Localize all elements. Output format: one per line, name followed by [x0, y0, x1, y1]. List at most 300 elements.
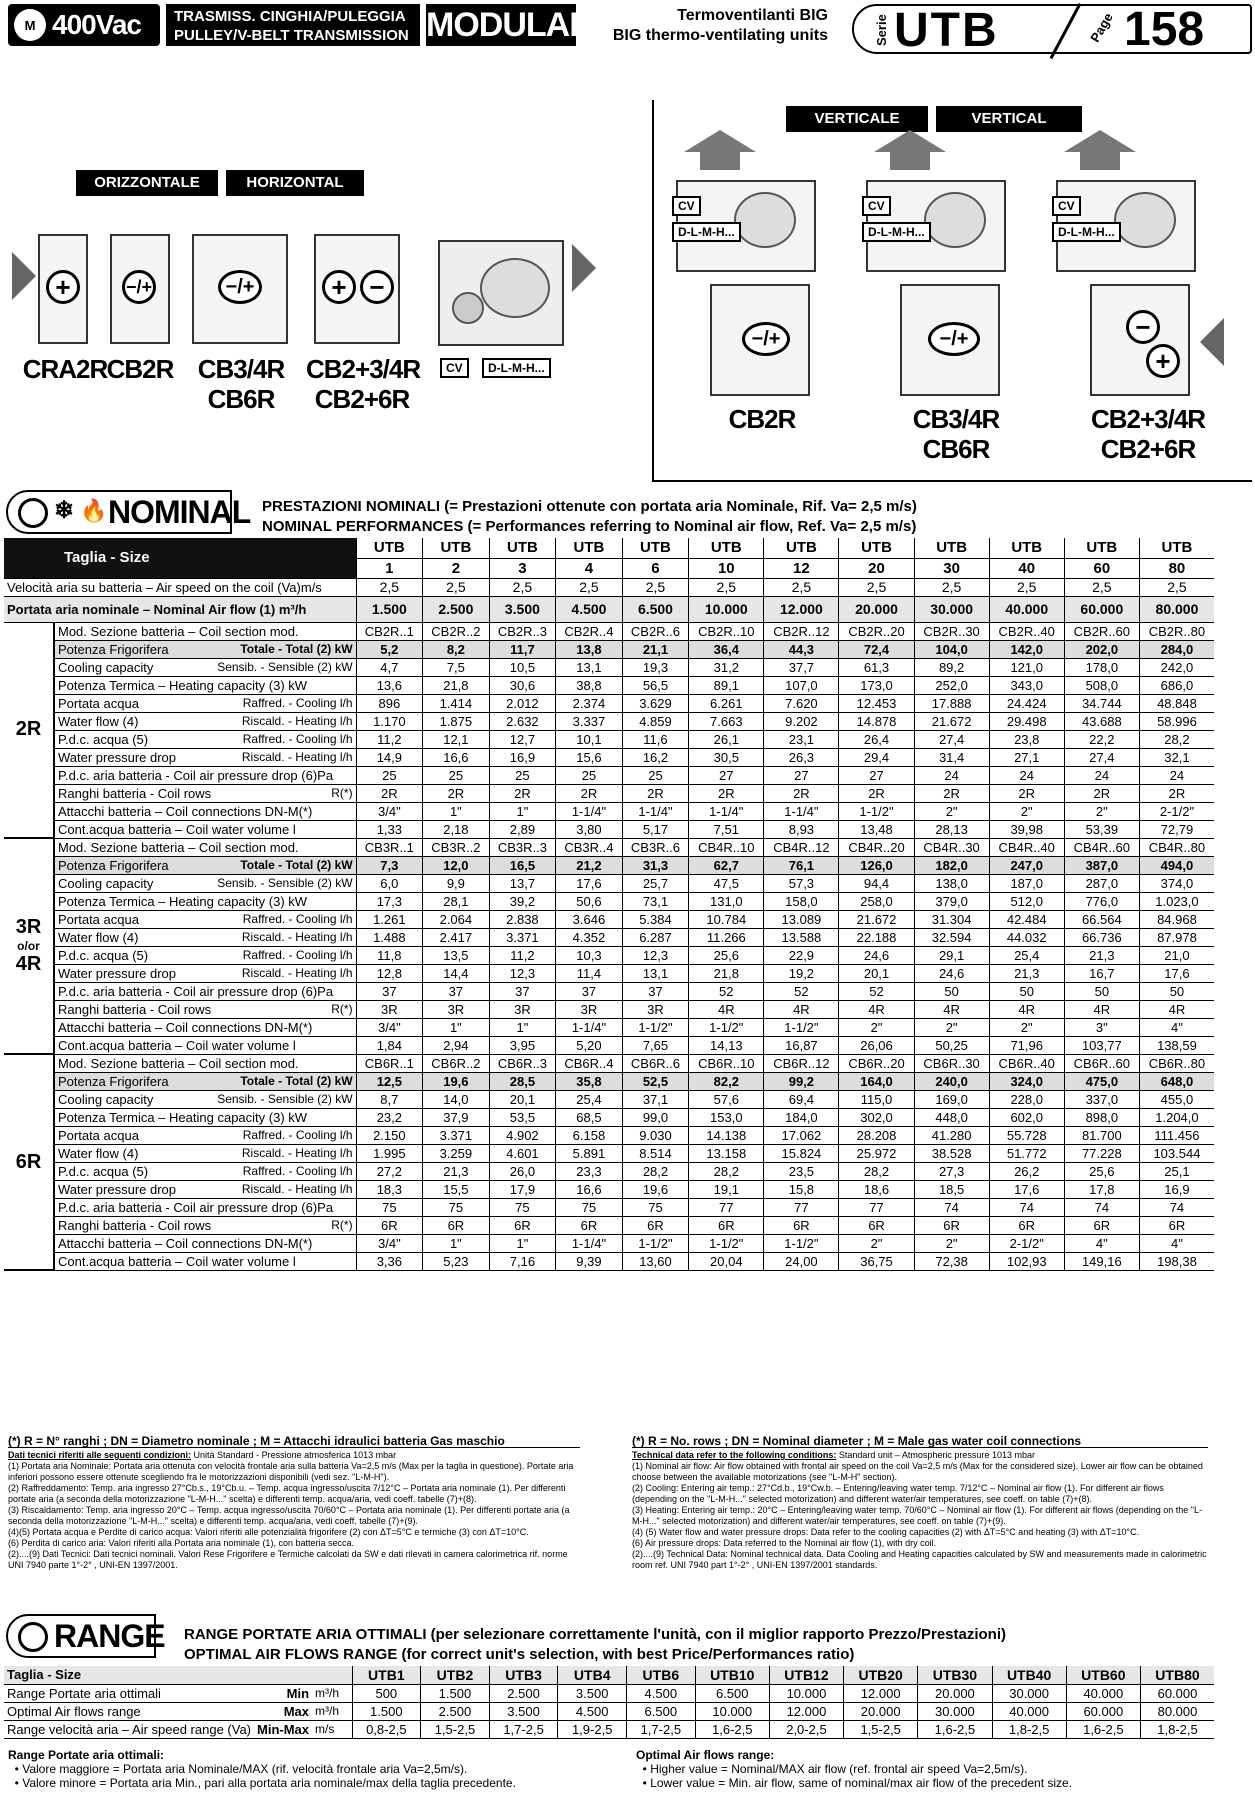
data-cell: 173,0 [839, 676, 914, 694]
data-cell: 3/4" [356, 1234, 423, 1252]
group-label: 6R [4, 1054, 54, 1270]
data-cell: 1.500 [421, 1684, 490, 1702]
row-label: Range velocità aria – Air speed range (Va) [4, 1720, 254, 1738]
data-cell: 13.588 [764, 928, 839, 946]
air-speed-cell: 2,5 [764, 578, 839, 596]
unit-label: CB2+3/4R CB2+6R [1090, 404, 1206, 464]
data-cell: 82,2 [689, 1072, 764, 1090]
row-sublabel: Raffred. - Cooling l/h [214, 694, 356, 712]
data-cell: 13.089 [764, 910, 839, 928]
data-cell: 3/4" [356, 1018, 423, 1036]
data-cell: 37 [356, 982, 423, 1000]
data-cell: 337,0 [1064, 1090, 1139, 1108]
data-cell: 2R [839, 784, 914, 802]
data-cell: 2.064 [423, 910, 490, 928]
divider-line [652, 480, 1252, 482]
data-cell: 3R [356, 1000, 423, 1018]
data-cell: 247,0 [989, 856, 1064, 874]
heating-coil-icon: + [322, 270, 356, 304]
fan-icon [18, 498, 48, 528]
data-cell: 21,8 [423, 676, 490, 694]
data-cell: CB6R..40 [989, 1054, 1064, 1072]
data-cell: 2" [839, 1234, 914, 1252]
data-cell: 2" [989, 1018, 1064, 1036]
row-sublabel: Sensib. - Sensible (2) kW [214, 874, 356, 892]
data-cell: CB3R..3 [489, 838, 556, 856]
data-cell: 66.736 [1064, 928, 1139, 946]
data-cell: 72,38 [914, 1252, 989, 1270]
data-cell: 14,9 [356, 748, 423, 766]
air-flow-cell: 4.500 [556, 596, 623, 622]
airflow-in-arrow-icon [1200, 318, 1224, 366]
data-cell: 25 [489, 766, 556, 784]
data-cell: 17,9 [489, 1180, 556, 1198]
size-header-number: 30 [914, 558, 989, 578]
data-cell: 4R [839, 1000, 914, 1018]
size-header: UTB [489, 538, 556, 558]
data-cell: 25 [356, 766, 423, 784]
data-cell: 494,0 [1139, 856, 1214, 874]
data-cell: 202,0 [1064, 640, 1139, 658]
data-cell: 77 [839, 1198, 914, 1216]
data-cell: 3,80 [556, 820, 623, 838]
data-cell: 3.337 [556, 712, 623, 730]
row-sublabel: Sensib. - Sensible (2) kW [214, 1090, 356, 1108]
data-cell: 2-1/2" [1139, 802, 1214, 820]
data-cell: 14,4 [423, 964, 490, 982]
data-cell: 324,0 [989, 1072, 1064, 1090]
data-cell: 80.000 [1140, 1702, 1214, 1720]
air-flow-label: Portata aria nominale – Nominal Air flow (1) m³/h [4, 596, 356, 622]
data-cell: 1.204,0 [1139, 1108, 1214, 1126]
data-cell: 2R [423, 784, 490, 802]
data-cell: 21,2 [556, 856, 623, 874]
data-cell: 24 [914, 766, 989, 784]
data-cell: 2,94 [423, 1036, 490, 1054]
cooling-heating-coil-icon: −/+ [218, 270, 262, 304]
row-label: Optimal Air flows range [4, 1702, 254, 1720]
size-header-number: 20 [839, 558, 914, 578]
data-cell: 22.188 [839, 928, 914, 946]
data-cell: 1-1/2" [689, 1234, 764, 1252]
row-label: Potenza Termica – Heating capacity (3) kW [54, 676, 356, 694]
row-label: Potenza Termica – Heating capacity (3) kW [54, 892, 356, 910]
data-cell: CB6R..10 [689, 1054, 764, 1072]
data-cell: 1-1/4" [556, 802, 623, 820]
data-cell: 27 [764, 766, 839, 784]
data-cell: 6.261 [689, 694, 764, 712]
data-cell: 1,6-2,5 [918, 1720, 992, 1738]
nominal-performance-table [4, 538, 1214, 1271]
data-cell: 71,96 [989, 1036, 1064, 1054]
data-cell: 28.208 [839, 1126, 914, 1144]
data-cell: 1" [423, 802, 490, 820]
vertical-it-label: VERTICALE [786, 106, 928, 132]
data-cell: 30,6 [489, 676, 556, 694]
data-cell: 25 [622, 766, 689, 784]
data-cell: 20.000 [844, 1702, 918, 1720]
data-cell: 38,8 [556, 676, 623, 694]
size-header: UTB2 [421, 1666, 490, 1684]
row-label: P.d.c. acqua (5) [54, 730, 214, 748]
data-cell: 20,04 [689, 1252, 764, 1270]
data-cell: 448,0 [914, 1108, 989, 1126]
data-cell: 1-1/4" [556, 1234, 623, 1252]
cv-tag: CV [672, 196, 701, 216]
data-cell: 36,75 [839, 1252, 914, 1270]
unit-label: CB2+3/4R CB2+6R [306, 354, 421, 414]
fan-icon [734, 192, 796, 248]
horizontal-en-label: HORIZONTAL [226, 170, 364, 196]
data-cell: 3R [556, 1000, 623, 1018]
data-cell: 512,0 [989, 892, 1064, 910]
data-cell: 28,2 [689, 1162, 764, 1180]
flame-icon: 🔥 [80, 498, 108, 523]
size-header: UTB1 [352, 1666, 421, 1684]
row-sublabel: Riscald. - Heating l/h [214, 928, 356, 946]
data-cell: 178,0 [1064, 658, 1139, 676]
size-header-number: 60 [1064, 558, 1139, 578]
nominal-title-it: PRESTAZIONI NOMINALI (= Prestazioni ottenute con portata aria Nominale, Rif. Va= 2,5 m/s) [262, 498, 917, 515]
data-cell: 25,6 [689, 946, 764, 964]
data-cell: 30.000 [992, 1684, 1066, 1702]
row-label: Portata acqua [54, 694, 214, 712]
cv-tag: CV [1052, 196, 1081, 216]
data-cell: 3" [1064, 1018, 1139, 1036]
data-cell: 21,1 [622, 640, 689, 658]
data-cell: 7,51 [689, 820, 764, 838]
page-number: 158 [1124, 3, 1205, 56]
data-cell: 1,6-2,5 [1066, 1720, 1140, 1738]
data-cell: 1-1/2" [689, 1018, 764, 1036]
data-cell: 75 [423, 1198, 490, 1216]
data-cell: 99,0 [622, 1108, 689, 1126]
data-cell: 30,5 [689, 748, 764, 766]
data-cell: 18,3 [356, 1180, 423, 1198]
data-cell: CB4R..40 [989, 838, 1064, 856]
data-cell: 3/4" [356, 802, 423, 820]
data-cell: CB3R..4 [556, 838, 623, 856]
cooling-heating-coil-icon: −/+ [742, 322, 790, 356]
data-cell: 44,3 [764, 640, 839, 658]
size-header-number: 10 [689, 558, 764, 578]
data-cell: 7,16 [489, 1252, 556, 1270]
data-cell: 23,8 [989, 730, 1064, 748]
data-cell: 1.488 [356, 928, 423, 946]
data-cell: 2R [764, 784, 839, 802]
data-cell: 10,3 [556, 946, 623, 964]
data-cell: 3,36 [356, 1252, 423, 1270]
data-cell: 77 [689, 1198, 764, 1216]
data-cell: 102,93 [989, 1252, 1064, 1270]
data-cell: 13,6 [356, 676, 423, 694]
row-sublabel: R(*) [214, 1000, 356, 1018]
data-cell: 57,3 [764, 874, 839, 892]
data-cell: 72,4 [839, 640, 914, 658]
data-cell: 58.996 [1139, 712, 1214, 730]
data-cell: 14,0 [423, 1090, 490, 1108]
airflow-up-arrow-icon [684, 130, 756, 170]
data-cell: 60.000 [1066, 1702, 1140, 1720]
data-cell: 6R [764, 1216, 839, 1234]
data-cell: 27,2 [356, 1162, 423, 1180]
data-cell: CB2R..80 [1139, 622, 1214, 640]
notes-it: (*) R = N° ranghi ; DN = Diametro nominale ; M = Attacchi idraulici batteria Gas maschio Dati tecnici riferiti alle seguenti condizioni: Unità Standard - Pressione atmosferica 1013 mbar (1) Portata aria Nominale: Portata aria ottenuta con velocità frontale aria sulla batteria Va=2,5 m/s (Max per la taglia in questione). Portate aria inferiori possono essere ottenute scegliendo fra le motorizzazioni disponibili (vedi sez. "L-M-H"). (2) Raffreddamento: Temp. aria ingresso 27°Cb.s., 19°Cb.u. – Temp. acqua ingresso/uscita 7/12°C – Portata aria nominale (1). Per differenti portate aria (a seconda della motorizzazione "L-M-H..." scelta) e differenti temp. acqua/aria, vedi coeff. tabelle (7)+(8). (3) Riscaldamento: Temp. aria ingresso 20°C – Temp. acqua ingresso/uscita 70/60°C – Portata aria nominale (1). Per differenti portate aria (a seconda della motorizzazione "L-M-H..." scelta) e differenti temp. acqua/aria, vedi coeff. tabelle (7)+(9). (4)(5) Portata acqua e Perdite di carico acqua: Valori riferiti alle potenzialità frigorifere (2) con ΔT=5°C e termiche (3) con ΔT=10°C. (6) Perdita di carico aria: Valori riferiti alla Portata aria nominale (1), con batteria secca. (2)....(9) Dati Tecnici: Dati tecnici nominali. Valori Rese Frigorifere e Termiche calcolati da SW e dati rilevati in camera calorimetrica rif. norme UNI 7940 parte 1°-2° , UNI-EN 1397/2001. [8, 1436, 580, 1571]
data-cell: 16,7 [1064, 964, 1139, 982]
row-sublabel: Min-Max [254, 1720, 312, 1738]
data-cell: 40.000 [1066, 1684, 1140, 1702]
data-cell: 3.259 [423, 1144, 490, 1162]
data-cell: 21,0 [1139, 946, 1214, 964]
data-cell: 52 [689, 982, 764, 1000]
row-sublabel: Riscald. - Heating l/h [214, 1180, 356, 1198]
size-header: UTB4 [558, 1666, 627, 1684]
serie-label: Serie [874, 14, 889, 46]
data-cell: 69,4 [764, 1090, 839, 1108]
row-label: Attacchi batteria – Coil connections DN-M(*) [54, 1018, 356, 1036]
data-cell: 1,8-2,5 [992, 1720, 1066, 1738]
data-cell: CB3R..2 [423, 838, 490, 856]
data-cell: 284,0 [1139, 640, 1214, 658]
data-cell: 19,6 [622, 1180, 689, 1198]
data-cell: 475,0 [1064, 1072, 1139, 1090]
data-cell: 182,0 [914, 856, 989, 874]
row-unit: m³/h [312, 1684, 352, 1702]
data-cell: 6R [1139, 1216, 1214, 1234]
row-sublabel: Riscald. - Heating l/h [214, 712, 356, 730]
data-cell: 1.261 [356, 910, 423, 928]
unit-label: CB2R [728, 404, 796, 434]
group-label: 2R [4, 622, 54, 838]
data-cell: 2R [689, 784, 764, 802]
data-cell: 1.414 [423, 694, 490, 712]
data-cell: 3.371 [423, 1126, 490, 1144]
data-cell: CB6R..12 [764, 1054, 839, 1072]
data-cell: CB2R..20 [839, 622, 914, 640]
data-cell: 111.456 [1139, 1126, 1214, 1144]
air-flow-cell: 80.000 [1139, 596, 1214, 622]
data-cell: 37 [489, 982, 556, 1000]
row-label: Water flow (4) [54, 712, 214, 730]
range-title-it: RANGE PORTATE ARIA OTTIMALI (per selezionare correttamente l'unità, con il miglior rapporto Prezzo/Prestazioni) [184, 1626, 1007, 1643]
data-cell: 5,2 [356, 640, 423, 658]
data-cell: 23,1 [764, 730, 839, 748]
data-cell: 1-1/4" [764, 802, 839, 820]
data-cell: 27 [689, 766, 764, 784]
data-cell: 1.875 [423, 712, 490, 730]
data-cell: 11,4 [556, 964, 623, 982]
data-cell: 242,0 [1139, 658, 1214, 676]
row-label: Water pressure drop [54, 748, 214, 766]
data-cell: 17,6 [556, 874, 623, 892]
data-cell: 25.972 [839, 1144, 914, 1162]
snowflake-icon: ❄ [54, 497, 75, 524]
data-cell: 6.500 [627, 1702, 696, 1720]
data-cell: 4" [1139, 1018, 1214, 1036]
data-cell: CB2R..2 [423, 622, 490, 640]
data-cell: 50 [914, 982, 989, 1000]
data-cell: 3R [423, 1000, 490, 1018]
row-label: Cooling capacity [54, 658, 214, 676]
data-cell: 6R [356, 1216, 423, 1234]
data-cell: CB2R..40 [989, 622, 1064, 640]
data-cell: 26,1 [689, 730, 764, 748]
motor-icon: M [14, 9, 46, 41]
data-cell: 8.514 [622, 1144, 689, 1162]
data-cell: 32,1 [1139, 748, 1214, 766]
size-header-number: 4 [556, 558, 623, 578]
coil-section [710, 284, 810, 396]
data-cell: 138,59 [1139, 1036, 1214, 1054]
cooling-coil-icon: − [1126, 310, 1160, 344]
data-cell: 24 [1064, 766, 1139, 784]
data-cell: 15,5 [423, 1180, 490, 1198]
data-cell: 17.888 [914, 694, 989, 712]
data-cell: CB2R..1 [356, 622, 423, 640]
data-cell: 25,4 [989, 946, 1064, 964]
data-cell: 22,9 [764, 946, 839, 964]
air-speed-cell: 2,5 [989, 578, 1064, 596]
data-cell: 1-1/2" [839, 802, 914, 820]
data-cell: 28,2 [1139, 730, 1214, 748]
page-label: Page [1087, 10, 1116, 45]
data-cell: 24,00 [764, 1252, 839, 1270]
row-label: P.d.c. acqua (5) [54, 946, 214, 964]
size-header: UTB [423, 538, 490, 558]
data-cell: 18,6 [839, 1180, 914, 1198]
data-cell: 74 [1139, 1198, 1214, 1216]
data-cell: 169,0 [914, 1090, 989, 1108]
nominal-title-en: NOMINAL PERFORMANCES (= Performances referring to Nominal air flow, Ref. Va= 2,5 m/s) [262, 518, 917, 535]
data-cell: 2" [839, 1018, 914, 1036]
data-cell: 6R [423, 1216, 490, 1234]
size-header: UTB40 [992, 1666, 1066, 1684]
fan-icon [1114, 192, 1176, 248]
data-cell: 12,3 [622, 946, 689, 964]
data-cell: 10,1 [556, 730, 623, 748]
data-cell: 2.838 [489, 910, 556, 928]
data-cell: 374,0 [1139, 874, 1214, 892]
data-cell: 6R [839, 1216, 914, 1234]
size-header: UTB12 [769, 1666, 843, 1684]
data-cell: 21,3 [989, 964, 1064, 982]
data-cell: 53,39 [1064, 820, 1139, 838]
data-cell: 14.138 [689, 1126, 764, 1144]
data-cell: 51.772 [989, 1144, 1064, 1162]
data-cell: 149,16 [1064, 1252, 1139, 1270]
data-cell: 6R [622, 1216, 689, 1234]
data-cell: 21.672 [839, 910, 914, 928]
data-cell: CB4R..12 [764, 838, 839, 856]
data-cell: 3.629 [622, 694, 689, 712]
data-cell: CB2R..4 [556, 622, 623, 640]
serie-name: UTB [894, 4, 999, 57]
row-unit: m/s [312, 1720, 352, 1738]
row-sublabel: Riscald. - Heating l/h [214, 1144, 356, 1162]
data-cell: 16,9 [1139, 1180, 1214, 1198]
data-cell: 1" [489, 1234, 556, 1252]
data-cell: 2R [356, 784, 423, 802]
data-cell: CB4R..20 [839, 838, 914, 856]
data-cell: 2,0-2,5 [769, 1720, 843, 1738]
air-speed-cell: 2,5 [556, 578, 623, 596]
data-cell: 74 [914, 1198, 989, 1216]
data-cell: 39,98 [989, 820, 1064, 838]
row-sublabel: Raffred. - Cooling l/h [214, 946, 356, 964]
data-cell: CB3R..6 [622, 838, 689, 856]
data-cell: 4R [1139, 1000, 1214, 1018]
row-sublabel: Min [254, 1684, 312, 1702]
data-cell: 184,0 [764, 1108, 839, 1126]
data-cell: 9,9 [423, 874, 490, 892]
data-cell: 11,2 [489, 946, 556, 964]
data-cell: 2R [489, 784, 556, 802]
data-cell: 14,13 [689, 1036, 764, 1054]
data-cell: 2.150 [356, 1126, 423, 1144]
data-cell: 9,39 [556, 1252, 623, 1270]
data-cell: 6R [489, 1216, 556, 1234]
data-cell: 648,0 [1139, 1072, 1214, 1090]
fan-icon [18, 1622, 48, 1652]
data-cell: 4" [1064, 1234, 1139, 1252]
air-flow-cell: 10.000 [689, 596, 764, 622]
data-cell: 1-1/2" [764, 1234, 839, 1252]
data-cell: 6.158 [556, 1126, 623, 1144]
data-cell: 1" [423, 1234, 490, 1252]
data-cell: 73,1 [622, 892, 689, 910]
data-cell: 1,33 [356, 820, 423, 838]
data-cell: 4R [989, 1000, 1064, 1018]
data-cell: 6.287 [622, 928, 689, 946]
data-cell: 1,5-2,5 [421, 1720, 490, 1738]
data-cell: 75 [556, 1198, 623, 1216]
data-cell: CB3R..1 [356, 838, 423, 856]
data-cell: 4" [1139, 1234, 1214, 1252]
data-cell: 1.023,0 [1139, 892, 1214, 910]
horizontal-it-label: ORIZZONTALE [76, 170, 218, 196]
data-cell: 29.498 [989, 712, 1064, 730]
data-cell: 42.484 [989, 910, 1064, 928]
data-cell: 898,0 [1064, 1108, 1139, 1126]
data-cell: 62,7 [689, 856, 764, 874]
data-cell: 6R [1064, 1216, 1139, 1234]
data-cell: 2" [914, 1018, 989, 1036]
data-cell: 10,5 [489, 658, 556, 676]
data-cell: 23,2 [356, 1108, 423, 1126]
data-cell: 24,6 [839, 946, 914, 964]
data-cell: 17,3 [356, 892, 423, 910]
data-cell: 1-1/4" [556, 1018, 623, 1036]
data-cell: 2.374 [556, 694, 623, 712]
data-cell: 5,20 [556, 1036, 623, 1054]
data-cell: 1,8-2,5 [1140, 1720, 1214, 1738]
data-cell: 13,1 [556, 658, 623, 676]
data-cell: 2R [1139, 784, 1214, 802]
data-cell: 75 [489, 1198, 556, 1216]
data-cell: 686,0 [1139, 676, 1214, 694]
cooling-heating-coil-icon: −/+ [122, 270, 156, 304]
row-label: Cont.acqua batteria – Coil water volume l [54, 820, 356, 838]
row-unit: m³/h [312, 1702, 352, 1720]
data-cell: 27,3 [914, 1162, 989, 1180]
row-sublabel: Totale - Total (2) kW [214, 640, 356, 658]
row-sublabel: Raffred. - Cooling l/h [214, 910, 356, 928]
data-cell: 1-1/4" [689, 802, 764, 820]
data-cell: CB6R..4 [556, 1054, 623, 1072]
data-cell: 13,7 [489, 874, 556, 892]
data-cell: 12,3 [489, 964, 556, 982]
data-cell: 1,84 [356, 1036, 423, 1054]
